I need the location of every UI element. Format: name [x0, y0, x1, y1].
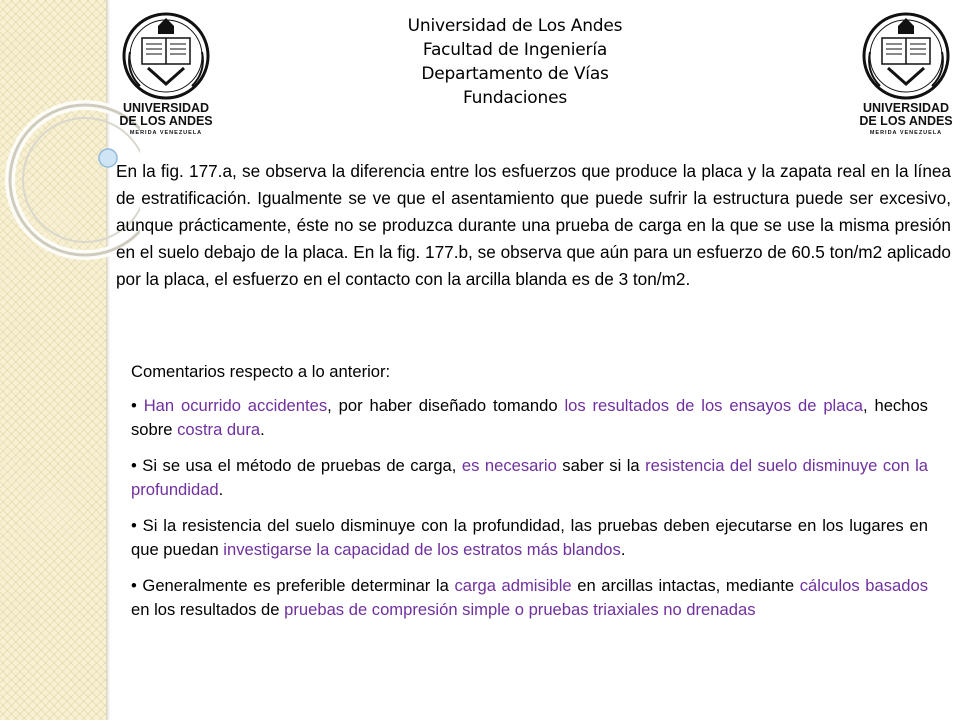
plain-text: .	[260, 420, 265, 439]
comments-title: Comentarios respecto a lo anterior:	[131, 362, 391, 381]
university-logo-left	[118, 12, 214, 138]
logo-text-line1: UNIVERSIDAD	[862, 101, 950, 115]
university-logo-right	[858, 12, 954, 138]
highlight-text: pruebas de compresión simple o pruebas triaxiales no drenadas	[284, 600, 756, 619]
comment-bullet-1	[131, 394, 928, 442]
plain-text: .	[218, 480, 224, 499]
bullet-marker: •	[131, 396, 144, 415]
highlight-text: es necesario	[461, 456, 557, 475]
bullet-marker: •	[131, 516, 143, 535]
highlight-text: investigarse la capacidad de los estratos más blandos	[223, 540, 621, 559]
comment-bullet-3	[131, 514, 928, 562]
accent-dot	[99, 149, 117, 167]
logo-text-line2: DE LOS ANDES	[119, 114, 213, 128]
plain-text: .	[620, 540, 626, 559]
highlight-text: cálculos basados	[799, 576, 929, 595]
logo-text-line2: DE LOS ANDES	[859, 114, 953, 128]
comments-section	[131, 360, 928, 634]
slide-header	[300, 14, 730, 110]
highlight-text: Han ocurrido accidentes	[143, 396, 328, 415]
faculty-name: Facultad de Ingeniería	[422, 40, 608, 60]
comment-bullet-4	[131, 574, 928, 622]
highlight-text: los resultados de los ensayos de placa	[564, 396, 863, 415]
department-name: Departamento de Vías	[421, 64, 609, 84]
plain-text: , hechos sobre	[131, 396, 928, 439]
logo-text-line1: UNIVERSIDAD	[122, 101, 210, 115]
logo-text-line3: MERIDA VENEZUELA	[129, 130, 203, 136]
university-name: Universidad de Los Andes	[407, 16, 623, 36]
highlight-text: resistencia del suelo disminuye con la profundidad	[131, 456, 928, 499]
intro-paragraph: En la fig. 177.a, se observa la diferencia entre los esfuerzos que produce la placa y la zapata real en la línea de estratificación. Igualmente se ve que el asentamiento que puede sufrir la estructura puede ser excesivo, aunque prácticamente, éste no se produzca durante una prueba de carga en la que se use la misma presión en el suelo debajo de la placa. En la fig. 177.b, se observa que aún para un esfuerzo de 60.5 ton/m2 aplicado por la placa, el esfuerzo en el contacto con la arcilla blanda es de 3 ton/m2.	[116, 161, 951, 289]
plain-text: Generalmente es preferible determinar la	[142, 576, 455, 595]
plain-text: en arcillas intactas, mediante	[571, 576, 800, 595]
plain-text: , por haber diseñado tomando	[327, 396, 565, 415]
highlight-text: costra dura	[177, 420, 261, 439]
plain-text: saber si la	[556, 456, 646, 475]
plain-text: en los resultados de	[131, 600, 285, 619]
course-name: Fundaciones	[463, 88, 567, 108]
highlight-text: carga admisible	[454, 576, 572, 595]
plain-text: Si la resistencia del suelo disminuye con la profundidad, las pruebas deben ejecutarse en los lugares en que puedan	[131, 516, 928, 559]
logo-text-line3: MERIDA VENEZUELA	[869, 130, 943, 136]
bullet-marker: •	[131, 456, 143, 475]
comment-bullet-2	[131, 454, 928, 502]
bullet-marker: •	[131, 576, 143, 595]
plain-text: Si se usa el método de pruebas de carga,	[142, 456, 462, 475]
